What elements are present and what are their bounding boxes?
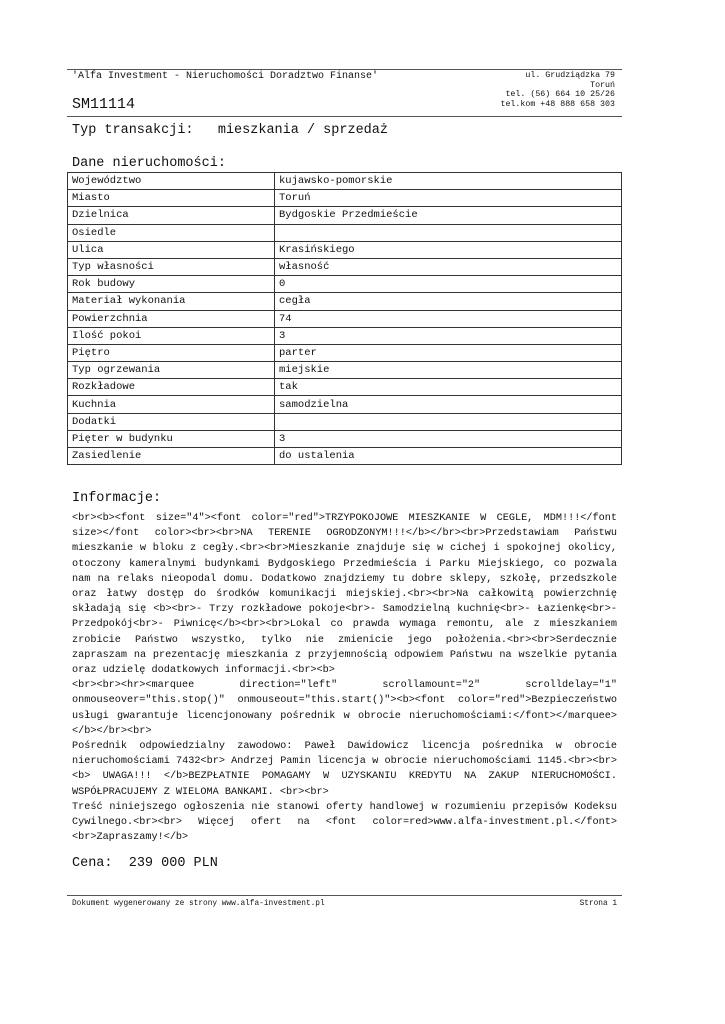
property-row [68, 224, 622, 241]
property-value: kujawsko-pomorskie [275, 173, 622, 190]
agency-contact [470, 71, 615, 109]
property-row [68, 448, 622, 465]
property-table [67, 172, 622, 465]
property-row [68, 241, 622, 258]
property-key: Piętro [68, 344, 275, 361]
property-section-title: Dane nieruchomości: [72, 156, 226, 171]
property-value: 3 [275, 327, 622, 344]
property-key: Typ ogrzewania [68, 362, 275, 379]
property-key: Materiał wykonania [68, 293, 275, 310]
transaction-value: mieszkania / sprzedaż [217, 123, 388, 138]
property-key: Pięter w budynku [68, 430, 275, 447]
info-paragraph: Treść niniejszego ogłoszenia nie stanowi oferty handlowej w rozumieniu przepisów Kodeksu Cywilnego.<br><br> Więcej ofert na <font color=red>www.alfa-investment.pl.</font><br>Zapraszamy!</b> [72, 801, 617, 844]
info-section-title: Informacje: [72, 491, 162, 506]
property-row [68, 258, 622, 275]
property-value: Krasińskiego [275, 241, 622, 258]
property-value: cegła [275, 293, 622, 310]
property-value: 0 [275, 276, 622, 293]
property-row [68, 190, 622, 207]
property-key: Powierzchnia [68, 310, 275, 327]
property-table-body [68, 173, 622, 465]
agency-name: 'Alfa Investment - Nieruchomości Doradztwo Finanse' [72, 71, 379, 82]
property-value [275, 224, 622, 241]
footer-page-number: Strona 1 [579, 900, 617, 908]
property-key: Ulica [68, 241, 275, 258]
info-paragraph: <br><br><hr><marquee direction="left" scrollamount="2" scrolldelay="1" onmouseover="this.stop()" onmouseout="this.start()"><b><font color="red">Bezpieczeństwo usługi gwarantuje licencjonowany pośrednik w obrocie nieruchomościami:</font></marquee></b></br><br> [72, 680, 617, 737]
transaction-label: Typ transakcji: [72, 123, 194, 138]
property-key: Dzielnica [68, 207, 275, 224]
property-key: Dodatki [68, 413, 275, 430]
property-key: Województwo [68, 173, 275, 190]
contact-mobile: tel.kom +48 888 658 303 [500, 99, 615, 109]
property-key: Zasiedlenie [68, 448, 275, 465]
property-value: do ustalenia [275, 448, 622, 465]
property-value: tak [275, 379, 622, 396]
contact-phone: tel. (56) 664 10 25/26 [505, 90, 615, 100]
price-label: Cena: [72, 856, 113, 871]
property-row [68, 379, 622, 396]
property-value: 74 [275, 310, 622, 327]
property-value: własność [275, 258, 622, 275]
header-top-rule [67, 69, 622, 70]
info-paragraph: <br><b><font size="4"><font color="red">TRZYPOKOJOWE MIESZKANIE W CEGLE, MDM!!!</font size></font color><br><br>NA TERENIE OGRODZONYM!!!</b></br><br>Przedstawiam Państwu mieszkanie w bloku z cegły.<br><br>Mieszkanie znajduje się w cichej i spokojnej okolicy, otoczony kameralnymi budynkami Bydgoskiego Przedmieścia i Parku Miejskiego, co pozwala nam na relaks nieopodal domu. Dodatkowo znajdziemy tu dobre sklepy, szkołę, przedszkole oraz łatwy dostęp do środków komunikacji miejskiej.<br><br>Na całkowitą powierzchnię składają się <b><br>- Trzy rozkładowe pokoje<br>- Samodzielną kuchnię<br>- Łazienkę<br>- Przedpokój<br>- Piwnicę</b><br><br>Lokal co prawda wymaga remontu, ale z mieszkaniem zrobicie Państwo wszystko, tylko nie zmienicie jego położenia.<br><br>Serdecznie zapraszam na prezentację mieszkania z przyjemnością odpowiem Państwu na wszelkie pytania oraz udzielę dodatkowych informacji.<br><b> [72, 513, 617, 677]
footer-rule [67, 895, 622, 896]
property-row [68, 327, 622, 344]
property-row [68, 396, 622, 413]
property-row [68, 344, 622, 361]
price-value: 239 000 PLN [128, 856, 218, 871]
header-bottom-rule [67, 116, 622, 117]
info-paragraph: Pośrednik odpowiedzialny zawodowo: Paweł Dawidowicz licencja pośrednika w obrocie nieruchomościami 7432<br> Andrzej Pamin licencja w obrocie nieruchomościami 1145.<br><br><b> UWAGA!!! </b>BEZPŁATNIE POMAGAMY W UZYSKANIU KREDYTU NA ZAKUP NIERUCHOMOŚCI. WSPÓŁPRACUJEMY Z WIELOMA BANKAMI. <br><br> [72, 741, 617, 798]
transaction-type [72, 123, 388, 138]
property-key: Ilość pokoi [68, 327, 275, 344]
property-key: Osiedle [68, 224, 275, 241]
property-row [68, 362, 622, 379]
property-key: Rok budowy [68, 276, 275, 293]
footer-generated-note: Dokument wygenerowany ze strony www.alfa-investment.pl [72, 900, 325, 908]
property-key: Miasto [68, 190, 275, 207]
price [72, 856, 218, 871]
property-value [275, 413, 622, 430]
property-key: Rozkładowe [68, 379, 275, 396]
property-value: Toruń [275, 190, 622, 207]
property-value: miejskie [275, 362, 622, 379]
property-row [68, 413, 622, 430]
offer-id: SM11114 [72, 96, 136, 113]
property-row [68, 207, 622, 224]
property-row [68, 276, 622, 293]
property-value: 3 [275, 430, 622, 447]
property-row [68, 430, 622, 447]
property-key: Typ własności [68, 258, 275, 275]
contact-city: Toruń [590, 80, 615, 90]
property-value: Bydgoskie Przedmieście [275, 207, 622, 224]
property-row [68, 310, 622, 327]
property-value: samodzielna [275, 396, 622, 413]
contact-street: ul. Grudziądzka 79 [525, 71, 615, 80]
info-text [72, 511, 617, 845]
property-row [68, 293, 622, 310]
property-value: parter [275, 344, 622, 361]
property-row [68, 173, 622, 190]
property-key: Kuchnia [68, 396, 275, 413]
